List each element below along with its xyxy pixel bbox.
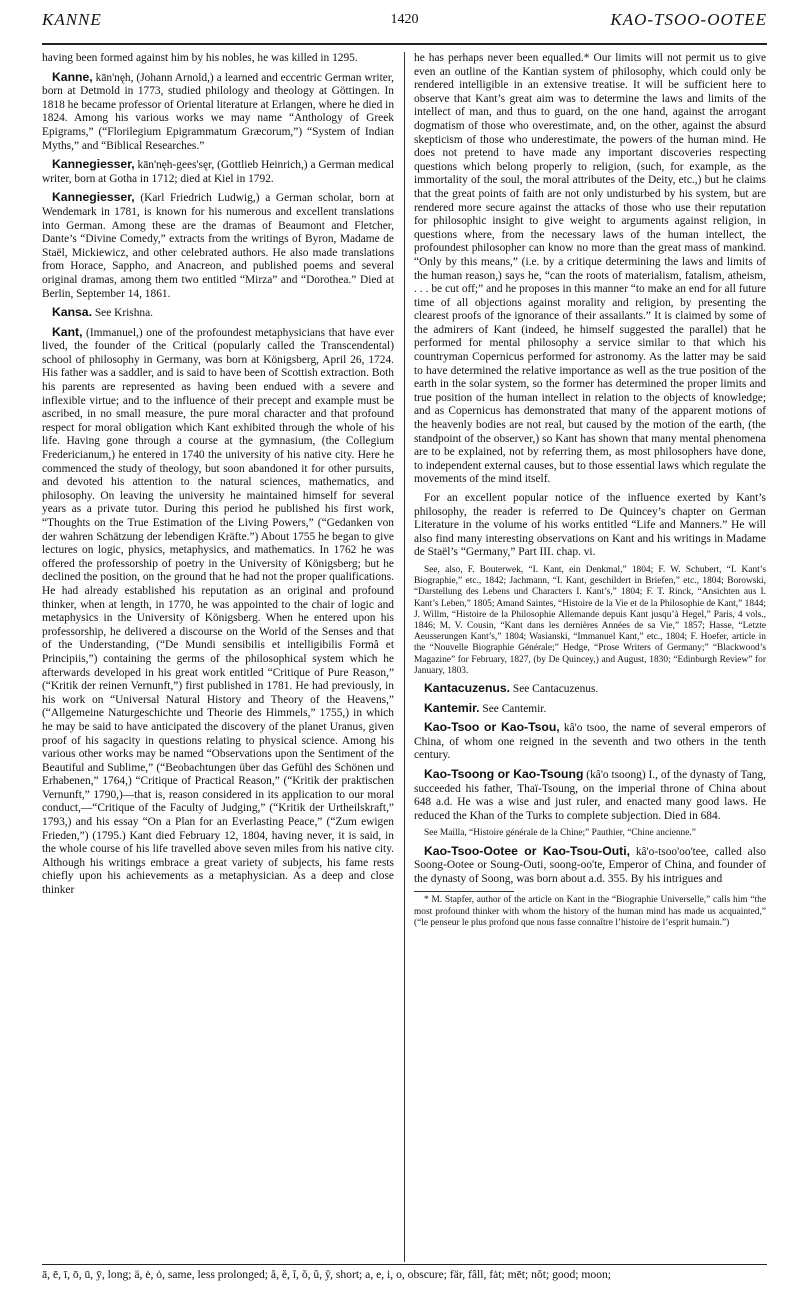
headword-kansa: Kansa.	[52, 305, 92, 320]
kant-further-reading: For an excellent popular notice of the influence exerted by Kant’s philosophy, the reader is referred to De Quincey’s chapter on German Literature in the volume of his works entitled “Life and Manners.” He will also find many interesting observations on Kant and his writings in Madame de Staël’s “Germany,” Part III. chap. vi.	[414, 492, 766, 559]
column-divider	[404, 52, 405, 1262]
entry-kanne	[42, 71, 394, 154]
entry-kansa	[42, 306, 394, 321]
entry-kantacuzenus	[414, 682, 766, 697]
entry-kant-body: (Immanuel,) one of the profoundest metaphysicians that have ever lived, the founder of the Critical (popularly called the Transcendental) school of philosophy in Germany, was born at Königsberg, April 26, 1724. His father was a saddler, and is said to have been of Scottish extraction. Both his parents are represented as having been endued with a severe and inflexible virtue; and to the influence of their precept and example must be ascribed, in no small measure, the pure moral character and that profound respect for moral obligation which Kant exhibited through the whole of his life. Having gone through a course at the gymnasium, (the Collegium Fredericianum,) he entered in 1740 the university of his native city. Here he commenced the study of theology, but soon abandoned it for other pursuits, and devoted his attention to the natural sciences, mathematics, and philosophy. On leaving the university he maintained himself for several years as a private tutor. During this period he published his first work, “Thoughts on the True Estimation of the Living Powers,” (“Gedanken von der wahren Schätzung der lebendigen Kräfte.”) About 1755 he began to give lectures on logic, physics, metaphysics, and mathematics. In 1762 he was offered the professorship of poetry in the University of Königsberg; but he declined the position, on the ground that he had not the proper qualifications. He had already established his reputation as an original and profound thinker, when at length, in 1770, he was appointed to the chair of logic and metaphysics in the University of Königsberg. When he entered upon his professorship, he delivered a discourse on the World of the Senses and that of the Understanding, (“De Mundi sensibilis et intelligibilis Formâ et Principiis,”) containing the germs of the philosophical system which he afterwards developed in his great work entitled “Critique of Pure Reason,” (“Kritik der reinen Vernunft,”) first published in 1781. He had previously, in his work on “Universal Natural History and Theory of the Heavens,” (“Allgemeine Naturgeschichte und Theorie des Himmels,” 1755,) in which he may be said to have anticipated the discovery of the planet Uranus, given proof of his sagacity in questions relating to physical science. Among his various other works may be named “Observations upon the Sentiment of the Beautiful and Sublime,” (“Beobachtungen über das Gefühl des Schönen und Erhabenen,” 1764,) “Critique of Practical Reason,” (“Kritik der praktischen Vernunft,” 1790,)—that is, reason considered in its application to our moral conduct,—“Critique of the Faculty of Judging,” (“Kritik der Urtheilskraft,” 1793,) and his essay “On a Plan for an Everlasting Peace,” (“Zum ewigen Frieden,”) (1795.) Kant died February 12, 1804, having never, it is said, in the whole course of his life travelled above seven miles from his native city. Although his writings embrace a great variety of subjects, his fame rests chiefly upon his achievements as a metaphysician. As a deep and close thinker	[42, 326, 394, 897]
header-left-guideword: KANNE	[42, 10, 102, 29]
entry-kannegiesser-karl	[42, 191, 394, 301]
entry-kannegiesser-2-body: (Karl Friedrich Ludwig,) a German scholar, born at Wendemark in 1781, is known for his numerous and excellent translations into German. Among these are the dramas of Beaumont and Fletcher, Dante’s “Divine Comedy,” extracts from the writings of Byron, Madame de Staël, Mickiewicz, and other celebrated authors. He also made translations from Horace, Sappho, and Anacreon, and published poems and several original dramas, among them two entitled “Mirza” and “Dorothea.” Died at Berlin, September 14, 1861.	[42, 192, 394, 300]
entry-kant	[42, 326, 394, 898]
entry-kannegiesser-1-body: kān'nęh-gees'sęr, (Gottlieb Heinrich,) a German medical writer, born at Gotha in 1712; died at Kiel in 1792.	[42, 159, 394, 185]
kant-references: See, also, F. Bouterwek, “I. Kant, ein Denkmal,” 1804; F. W. Schubert, “I. Kant’s Biographie,” etc., 1842; Jachmann, “I. Kant, geschildert in Briefen,” etc., 1804; Borowski, “Darstellung des Lebens und Characters I. Kant’s,” 1804; F. T. Rinck, “Ansichten aus I. Kant’s Leben,” 1805; Amand Saintes, “Histoire de la Vie et de la Philosophie de Kant,” 1844; J. Willm, “Histoire de la Philosophie Allemande depuis Kant jusqu’à Hegel,” Paris, 4 vols., 1846; M. V. Cousin, “Kant dans les dernières Années de sa Vie,” 1857; Hasse, “Letzte Aeusserungen Kant’s,” 1804; Wasianski, “Immanuel Kant,” etc., 1804; F. Hoefer, article in the “Nouvelle Biographie Générale;” Hedge, “Prose Writers of Germany;” “Blackwood’s Magazine” for February, 1827, (by De Quincey,) and August, 1830; “Edinburgh Review” for January, 1803.	[414, 564, 766, 676]
headword-kannegiesser-2: Kannegiesser,	[52, 190, 135, 205]
headword-kao-tsoong: Kao-Tsoong or Kao-Tsoung	[424, 766, 584, 781]
headword-kant: Kant,	[52, 324, 83, 339]
entry-kantacuzenus-body: See Cantacuzenus.	[510, 683, 599, 695]
header-right-guideword: KAO-TSOO-OOTEE	[610, 10, 767, 29]
headword-kao-tsoo-ootee: Kao-Tsoo-Ootee or Kao-Tsou-Outi,	[424, 843, 630, 858]
footer-rule	[42, 1264, 767, 1265]
entry-kantemir	[414, 702, 766, 717]
footnote-rule	[414, 891, 514, 892]
left-column	[42, 52, 394, 1262]
pronunciation-key: ā, ē, ī, ō, ū, ȳ, long; ä, ė, ȯ, same, less prolonged; ă, ĕ, ĭ, ŏ, ŭ, y̆, short; a, e, i, o, obscure; fär, fâll, fȧt; mēt; nŏt; good; moon;	[42, 1268, 612, 1281]
footnote: * M. Stapfer, author of the article on Kant in the “Biographie Universelle,” calls him “the most profound thinker with whom the history of the human mind has made us acquainted,” (“le penseur le plus profond que nous fasse connaître l’histoire de l’esprit humain.”)	[414, 895, 766, 928]
entry-continuation: having been formed against him by his nobles, he was killed in 1295.	[42, 52, 358, 64]
entry-kao-tsoo-ootee	[414, 845, 766, 887]
kao-tsoong-references: See Mailla, “Histoire générale de la Chine;” Pauthier, “Chine ancienne.”	[424, 828, 696, 839]
entry-kao-tsoo-ootee-body: kâ'o-tsoo'oo'tee, called also Soong-Ootee or Soung-Outi, soong-oo'te, Emperor of China, and founder of the dynasty of Soong, was born about a.d. 355. By his intrigues and	[414, 845, 766, 885]
entry-kansa-body: See Krishna.	[91, 307, 154, 320]
headword-kantacuzenus: Kantacuzenus.	[424, 681, 511, 695]
headword-kannegiesser-1: Kannegiesser,	[52, 157, 135, 172]
kant-continuation: he has perhaps never been equalled.* Our limits will not permit us to give even an outline of the Kantian system of philosophy, which could only be rendered intelligible in an extensive treatise. It will be sufficient here to observe that Kant’s great aim was to determine the laws and limits of the intellect of man, and thus to guard, on the one hand, against the arrogant dogmatism of those who overestimate, and, on the other, against the absurd skepticism of those who underestimate, the powers of the human mind. He does not pretend to have made any important discoveries respecting questions which belong properly to religion, (such, for example, as the immortality of the soul, the moral attributes of the Deity, etc.,) but he claims that the great points of faith are not only undisturbed by his system, but are rendered more secure against the attacks of those who use their reputation for philosophic insight to give weight to arguments against religion, in questions where, from the necessary laws of the human intellect, the profoundest philosopher can know no more than the great mass of mankind. “Only by this means,” (i.e. by a critique determining the laws and limits of the human reason,) says he, “can the roots of materialism, fatalism, atheism, . . . be cut off;” and he proposes in this manner “to make an end for all future time of all objections against morality and religion, by presenting the clearest proofs of the ignorance of their assailants.” It is claimed by some of the admirers of Kant (indeed, he himself suggested the parallel) that he performed for mental philosophy a service similar to that which his countryman Copernicus performed for astronomy. As the latter may be said to have determined the relative importance as well as the true position of the earth in the solar system, so the former has determined the proper limits and true position of the human intellect in relation to the objects of knowledge; and as Copernicus has demonstrated that many of the apparent motions of the heavenly bodies are not real, but caused by the motion of the earth, (the standpoint of the observer,) so Kant has shown that many mental phenomena are to be explained, not by referring them, as most philosophers have done, to independent external causes, but to those essential laws which regulate the movements of the mind itself.	[414, 52, 766, 486]
headword-kao-tsoo: Kao-Tsoo or Kao-Tsou,	[424, 720, 560, 735]
headword-kantemir: Kantemir.	[424, 700, 480, 715]
entry-kannegiesser-gottlieb	[42, 158, 394, 186]
headword-kanne: Kanne,	[52, 69, 93, 84]
entry-kanne-body: kān'nęh, (Johann Arnold,) a learned and eccentric German writer, born at Detmold in 1773, studied philology and theology at Göttingen. In 1818 he became professor of Oriental literature at Erlangen, where he died in 1824. Among his various works we may name “Anthology of Greek Epigrams,” (“Florilegium Epigrammatum Græcorum,”) “System of Indian Myths,” and “Biblical Researches.”	[42, 71, 394, 152]
entry-kao-tsoo	[414, 721, 766, 763]
header-rule	[42, 43, 767, 45]
entry-kantemir-body: See Cantemir.	[479, 702, 547, 715]
running-header	[42, 10, 767, 40]
page-number: 1420	[390, 12, 419, 27]
entry-kao-tsoo-body: kâ'o tsoo, the name of several emperors of China, of whom one reigned in the seventh and two others in the tenth century.	[414, 722, 766, 762]
entry-kao-tsoong	[414, 768, 766, 823]
right-column	[414, 52, 766, 1262]
entry-kao-tsoong-body: (kâ'o tsoong) I., of the dynasty of Tang, succeeded his father, Thaï-Tsoung, on the imperial throne of China about 648 a.d. He was a wise and just ruler, and enacted many good laws. He reduced the Khan of the Turks to complete subjection. Died in 684.	[414, 768, 766, 822]
